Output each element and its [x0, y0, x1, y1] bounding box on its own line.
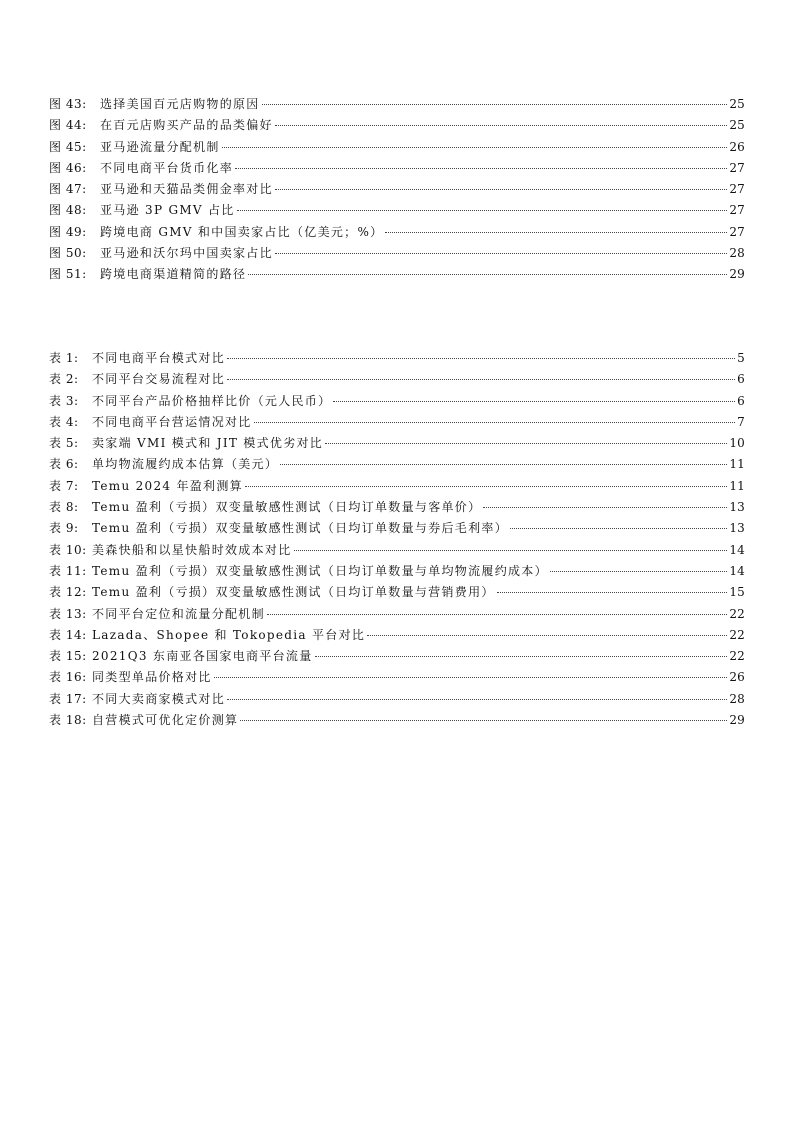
table-entry[interactable]	[49, 413, 745, 434]
table-entry[interactable]	[49, 626, 745, 647]
entry-title[interactable]: 不同平台产品价格抽样比价（元人民币）	[92, 393, 332, 408]
entry-label: 表 8:	[49, 500, 79, 515]
dot-leader	[262, 104, 728, 105]
page-number[interactable]: 27	[729, 224, 745, 239]
entry-title[interactable]: 亚马逊流量分配机制	[100, 139, 220, 154]
entry-label: 图 46:	[49, 160, 87, 175]
figure-entry[interactable]	[49, 201, 745, 222]
figure-entry[interactable]	[49, 95, 745, 116]
page-number[interactable]: 22	[729, 649, 745, 664]
dot-leader	[227, 358, 735, 359]
entry-title[interactable]: 在百元店购买产品的品类偏好	[100, 118, 273, 133]
entry-title[interactable]: 2021Q3 东南亚各国家电商平台流量	[92, 649, 313, 664]
table-entry[interactable]	[49, 668, 745, 689]
table-entry[interactable]	[49, 583, 745, 604]
entry-title[interactable]: Temu 盈利（亏损）双变量敏感性测试（日均订单数量与单均物流履约成本）	[92, 563, 548, 578]
page-number[interactable]: 22	[729, 627, 745, 642]
dot-leader	[227, 379, 735, 380]
entry-label: 表 14:	[49, 627, 87, 642]
entry-label: 表 2:	[49, 372, 79, 387]
entry-label: 图 51:	[49, 267, 87, 282]
dot-leader	[483, 507, 727, 508]
entry-title[interactable]: 美森快船和以星快船时效成本对比	[92, 542, 292, 557]
entry-label: 表 9:	[49, 521, 79, 536]
entry-label: 表 16:	[49, 670, 87, 685]
dot-leader	[248, 274, 727, 275]
entry-label: 表 11:	[49, 563, 87, 578]
entry-title[interactable]: 单均物流履约成本估算（美元）	[92, 457, 279, 472]
entry-label: 图 43:	[49, 97, 87, 111]
entry-title[interactable]: Temu 盈利（亏损）双变量敏感性测试（日均订单数量与券后毛利率）	[92, 521, 508, 536]
entry-label: 表 3:	[49, 393, 79, 408]
table-entry[interactable]	[49, 455, 745, 476]
page-number[interactable]: 6	[737, 372, 745, 387]
dot-leader	[245, 486, 727, 487]
page-number[interactable]: 22	[729, 606, 745, 621]
dot-leader	[235, 168, 727, 169]
page-number[interactable]: 14	[729, 563, 745, 578]
page-number[interactable]: 25	[729, 118, 745, 133]
page-number[interactable]: 5	[737, 351, 745, 365]
page-number[interactable]: 28	[729, 246, 745, 261]
entry-label: 表 1:	[49, 351, 79, 365]
entry-title[interactable]: 自营模式可优化定价测算	[92, 713, 239, 728]
entry-label: 表 18:	[49, 713, 87, 728]
entry-title[interactable]: 亚马逊和天猫品类佣金率对比	[100, 182, 273, 197]
page-number[interactable]: 7	[737, 414, 745, 429]
dot-leader	[227, 699, 727, 700]
page-number[interactable]: 27	[729, 160, 745, 175]
table-entry[interactable]	[49, 498, 745, 519]
entry-title[interactable]: Temu 盈利（亏损）双变量敏感性测试（日均订单数量与营销费用）	[92, 585, 495, 600]
dot-leader	[275, 125, 727, 126]
page-number[interactable]: 29	[729, 713, 745, 728]
entry-label: 表 10:	[49, 542, 87, 557]
page-number[interactable]: 29	[729, 267, 745, 282]
entry-title[interactable]: 不同平台定位和流量分配机制	[92, 606, 265, 621]
table-entry[interactable]	[49, 349, 745, 370]
dot-leader	[315, 656, 728, 657]
entry-label: 表 6:	[49, 457, 79, 472]
entry-label: 图 45:	[49, 139, 87, 154]
entry-label: 表 4:	[49, 414, 79, 429]
entry-label: 表 7:	[49, 478, 79, 493]
figure-entry[interactable]	[49, 244, 745, 265]
table-entry[interactable]	[49, 477, 745, 498]
dot-leader	[254, 422, 735, 423]
dot-leader	[385, 232, 727, 233]
entry-label: 图 49:	[49, 224, 87, 239]
entry-label: 表 17:	[49, 691, 87, 706]
entry-title[interactable]: 跨境电商 GMV 和中国卖家占比（亿美元；%）	[100, 224, 384, 239]
entry-label: 表 15:	[49, 649, 87, 664]
dot-leader	[267, 614, 727, 615]
page-number[interactable]: 14	[729, 542, 745, 557]
table-entry[interactable]	[49, 690, 745, 711]
entry-label: 图 48:	[49, 203, 87, 218]
page-number[interactable]: 26	[729, 139, 745, 154]
dot-leader	[275, 253, 727, 254]
dot-leader	[280, 464, 727, 465]
entry-title[interactable]: 不同电商平台营运情况对比	[92, 414, 252, 429]
table-entry[interactable]	[49, 647, 745, 668]
figure-list	[49, 95, 745, 287]
entry-title[interactable]: 亚马逊和沃尔玛中国卖家占比	[100, 246, 273, 261]
table-entry[interactable]	[49, 370, 745, 391]
page-number[interactable]: 11	[729, 478, 745, 493]
dot-leader	[214, 677, 728, 678]
table-entry[interactable]	[49, 562, 745, 583]
entry-label: 图 44:	[49, 118, 87, 133]
entry-title[interactable]: 跨境电商渠道精简的路径	[100, 267, 247, 282]
dot-leader	[325, 443, 727, 444]
table-entry[interactable]	[49, 519, 745, 540]
entry-label: 图 47:	[49, 182, 87, 197]
dot-leader	[275, 189, 727, 190]
entry-label: 表 5:	[49, 436, 79, 451]
dot-leader	[497, 592, 728, 593]
page-number[interactable]: 13	[729, 500, 745, 515]
figure-entry[interactable]	[49, 138, 745, 159]
page-number[interactable]: 13	[729, 521, 745, 536]
entry-label: 表 13:	[49, 606, 87, 621]
page-number[interactable]: 15	[729, 585, 745, 600]
page-number[interactable]: 27	[729, 182, 745, 197]
entry-title[interactable]: 不同电商平台货币化率	[100, 160, 234, 175]
table-entry[interactable]	[49, 711, 745, 732]
dot-leader	[333, 401, 735, 402]
figure-entry[interactable]	[49, 265, 745, 286]
entry-title[interactable]: 卖家端 VMI 模式和 JIT 模式优劣对比	[92, 436, 324, 451]
dot-leader	[510, 528, 727, 529]
entry-label: 图 50:	[49, 246, 87, 261]
entry-title[interactable]: Temu 2024 年盈利测算	[92, 478, 243, 493]
table-entry[interactable]	[49, 434, 745, 455]
dot-leader	[367, 635, 727, 636]
entry-title[interactable]: 不同平台交易流程对比	[92, 372, 226, 387]
page-number[interactable]: 28	[729, 691, 745, 706]
table-list	[49, 349, 745, 732]
figure-entry[interactable]	[49, 116, 745, 137]
entry-label: 表 12:	[49, 585, 87, 600]
page-number[interactable]: 27	[729, 203, 745, 218]
page-number[interactable]: 26	[729, 670, 745, 685]
entry-title[interactable]: 选择美国百元店购物的原因	[100, 97, 260, 111]
entry-title[interactable]: Lazada、Shopee 和 Tokopedia 平台对比	[92, 627, 366, 642]
dot-leader	[550, 571, 727, 572]
page-number[interactable]: 25	[729, 97, 745, 111]
figure-entry[interactable]	[49, 180, 745, 201]
dot-leader	[237, 210, 728, 211]
page-number[interactable]: 6	[737, 393, 745, 408]
dot-leader	[240, 720, 727, 721]
entry-title[interactable]: 不同大卖商家模式对比	[92, 691, 226, 706]
table-entry[interactable]	[49, 605, 745, 626]
dot-leader	[294, 550, 728, 551]
entry-title[interactable]: Temu 盈利（亏损）双变量敏感性测试（日均订单数量与客单价）	[92, 500, 482, 515]
entry-title[interactable]: 不同电商平台模式对比	[92, 351, 226, 365]
figure-entry[interactable]	[49, 223, 745, 244]
dot-leader	[222, 147, 728, 148]
table-entry[interactable]	[49, 541, 745, 562]
figure-entry[interactable]	[49, 159, 745, 180]
entry-title[interactable]: 亚马逊 3P GMV 占比	[100, 203, 235, 218]
entry-title[interactable]: 同类型单品价格对比	[92, 670, 212, 685]
page-number[interactable]: 11	[729, 457, 745, 472]
page-number[interactable]: 10	[729, 436, 745, 451]
table-entry[interactable]	[49, 392, 745, 413]
